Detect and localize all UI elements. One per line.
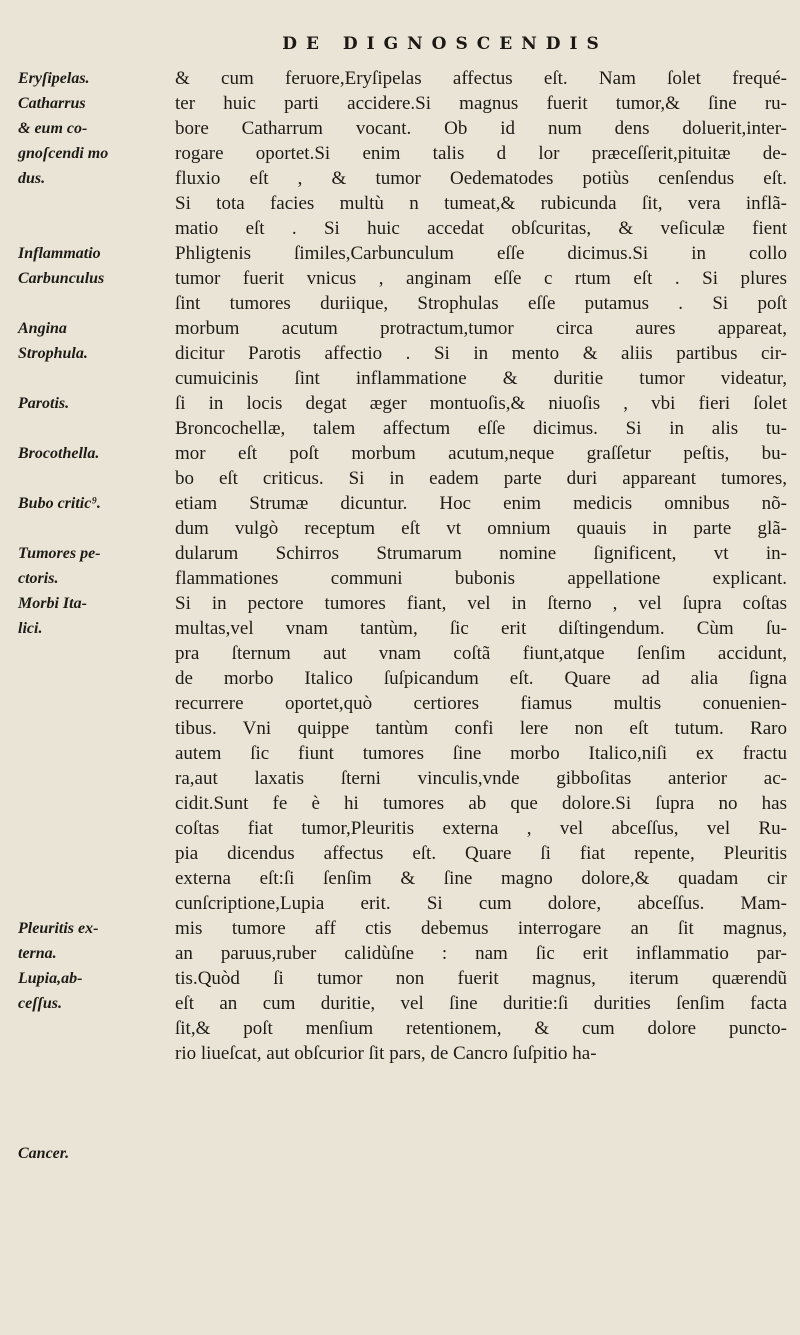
body-line: Si in pectore tumores fiant, vel in ſterno , vel ſupra coſtas	[175, 593, 787, 614]
margin-note-line: & eum co-	[18, 120, 88, 137]
margin-note-line: Pleuritis ex-	[18, 920, 99, 937]
margin-note	[18, 391, 69, 416]
margin-note-line: Carbunculus	[18, 270, 105, 287]
body-line: autem ſic fiunt tumores ſine morbo Italico,niſi ex fractu	[175, 743, 787, 764]
body-line: tibus. Vni quippe tantùm confi lere non eſt tutum. Raro	[175, 718, 787, 739]
body-line: coſtas fiat tumor,Pleuritis externa , vel abceſſus, vel Ru-	[175, 818, 787, 839]
margin-note	[18, 241, 101, 266]
body-line: de morbo Italico ſuſpicandum eſt. Quare ad alia ſigna	[175, 668, 787, 689]
body-line: recurrere oportet,quò certiores fiamus multis conuenien-	[175, 693, 787, 714]
body-line: pia dicendus affectus eſt. Quare ſi fiat repente, Pleuritis	[175, 843, 787, 864]
body-line: Phligtenis ſimiles,Carbunculum eſſe dicimus.Si in collo	[175, 243, 787, 264]
body-line: Broncochellæ, talem affectum eſſe dicimus. Si in alis tu-	[175, 418, 787, 439]
body-line: mis tumore aff ctis debemus interrogare an ſit magnus,	[175, 918, 787, 939]
body-line: morbum acutum protractum,tumor circa aures appareat,	[175, 318, 787, 339]
body-line: eſt an cum duritie, vel ſine duritie:ſi durities ſenſim facta	[175, 993, 787, 1014]
margin-note	[18, 441, 99, 466]
margin-note	[18, 966, 82, 1016]
body-line: bore Catharrum vocant. Ob id num dens doluerit,inter-	[175, 118, 787, 139]
margin-notes	[18, 66, 168, 1326]
margin-note-line: dus.	[18, 170, 46, 187]
margin-note	[18, 91, 108, 191]
margin-note-line: gnoſcendi mo	[18, 145, 109, 162]
margin-note-line: Cancer.	[18, 1145, 70, 1162]
body-line: ter huic parti accidere.Si magnus fuerit tumor,& ſine ru-	[175, 93, 787, 114]
margin-note-line: Morbi Ita-	[18, 595, 87, 612]
margin-note-line: Brocothella.	[18, 445, 100, 462]
body-line: dum vulgò receptum eſt vt omnium quauis in parte glã-	[175, 518, 787, 539]
body-line: rogare oportet.Si enim talis d lor præceſſerit,pituitæ de-	[175, 143, 787, 164]
body-line: tis.Quòd ſi tumor non fuerit magnus, iterum quærendũ	[175, 968, 787, 989]
body-line: multas,vel vnam tantùm, ſic erit diſtingendum. Cùm ſu-	[175, 618, 787, 639]
margin-note-line: Angina	[18, 320, 67, 337]
body-line: cunſcriptione,Lupia erit. Si cum dolore, abceſſus. Mam-	[175, 893, 787, 914]
margin-note	[18, 316, 67, 341]
body-line: etiam Strumæ dicuntur. Hoc enim medicis omnibus nõ-	[175, 493, 787, 514]
body-line: bo eſt criticus. Si in eadem parte duri appareant tumores,	[175, 468, 787, 489]
body-line: cumuicinis ſint inflammatione & duritie tumor videatur,	[175, 368, 787, 389]
margin-note-line: Lupia,ab-	[18, 970, 83, 987]
margin-note	[18, 541, 101, 591]
body-line: & cum feruore,Eryſipelas affectus eſt. Nam ſolet frequé-	[175, 68, 787, 89]
body-line: flammationes communi bubonis appellatione explicant.	[175, 568, 787, 589]
body-line: an paruus,ruber calidùſne : nam ſic erit inflammatio par-	[175, 943, 787, 964]
body-line: dularum Schirros Strumarum nomine ſignificent, vt in-	[175, 543, 787, 564]
body-line: ra,aut laxatis ſterni vinculis,vnde gibboſitas anterior ac-	[175, 768, 787, 789]
margin-note-line: Strophula.	[18, 345, 88, 362]
body-line: externa eſt:ſi ſenſim & ſine magno dolore,& quadam cir	[175, 868, 787, 889]
margin-note-line: Catharrus	[18, 95, 86, 112]
margin-note	[18, 916, 98, 966]
margin-note	[18, 266, 104, 291]
margin-note	[18, 1141, 69, 1166]
body-line: pra ſternum aut vnam coſtã fiunt,atque ſenſim accidunt,	[175, 643, 787, 664]
margin-note-line: ctoris.	[18, 570, 59, 587]
body-text	[175, 66, 787, 1066]
margin-note	[18, 341, 88, 366]
margin-note-line: ceſſus.	[18, 995, 62, 1012]
body-line: matio eſt . Si huic accedat obſcuritas, & veſiculæ fient	[175, 218, 787, 239]
margin-note-line: Parotis.	[18, 395, 70, 412]
margin-note-line: Inflammatio	[18, 245, 101, 262]
body-line: mor eſt poſt morbum acutum,neque graſſetur peſtis, bu-	[175, 443, 787, 464]
body-line: tumor fuerit vnicus , anginam eſſe c rtum eſt . Si plures	[175, 268, 787, 289]
body-line: ſi in locis degat æger montuoſis,& niuoſis , vbi fieri ſolet	[175, 393, 787, 414]
body-line: dicitur Parotis affectio . Si in mento & aliis partibus cir-	[175, 343, 787, 364]
margin-note-line: Bubo critic⁹.	[18, 495, 101, 512]
body-line: fluxio eſt , & tumor Oedematodes potiùs cenſendus eſt.	[175, 168, 787, 189]
margin-note	[18, 66, 90, 91]
margin-note-line: terna.	[18, 945, 57, 962]
body-line: Si tota facies multù n tumeat,& rubicunda ſit, vera inflã-	[175, 193, 787, 214]
margin-note	[18, 591, 87, 641]
body-line: cidit.Sunt fe è hi tumores ab que dolore.Si ſupra no has	[175, 793, 787, 814]
margin-note	[18, 491, 101, 516]
margin-note-line: Tumores pe-	[18, 545, 101, 562]
body-line: rio liueſcat, aut obſcurior ſit pars, de Cancro ſuſpitio ha-	[175, 1043, 597, 1064]
margin-note-line: lici.	[18, 620, 43, 637]
body-line: ſint tumores duriique, Strophulas eſſe putamus . Si poſt	[175, 293, 787, 314]
body-line: ſit,& poſt menſium retentionem, & cum dolore puncto-	[175, 1018, 787, 1039]
margin-note-line: Eryſipelas.	[18, 70, 90, 87]
running-head: DE DIGNOSCENDIS	[282, 34, 608, 54]
